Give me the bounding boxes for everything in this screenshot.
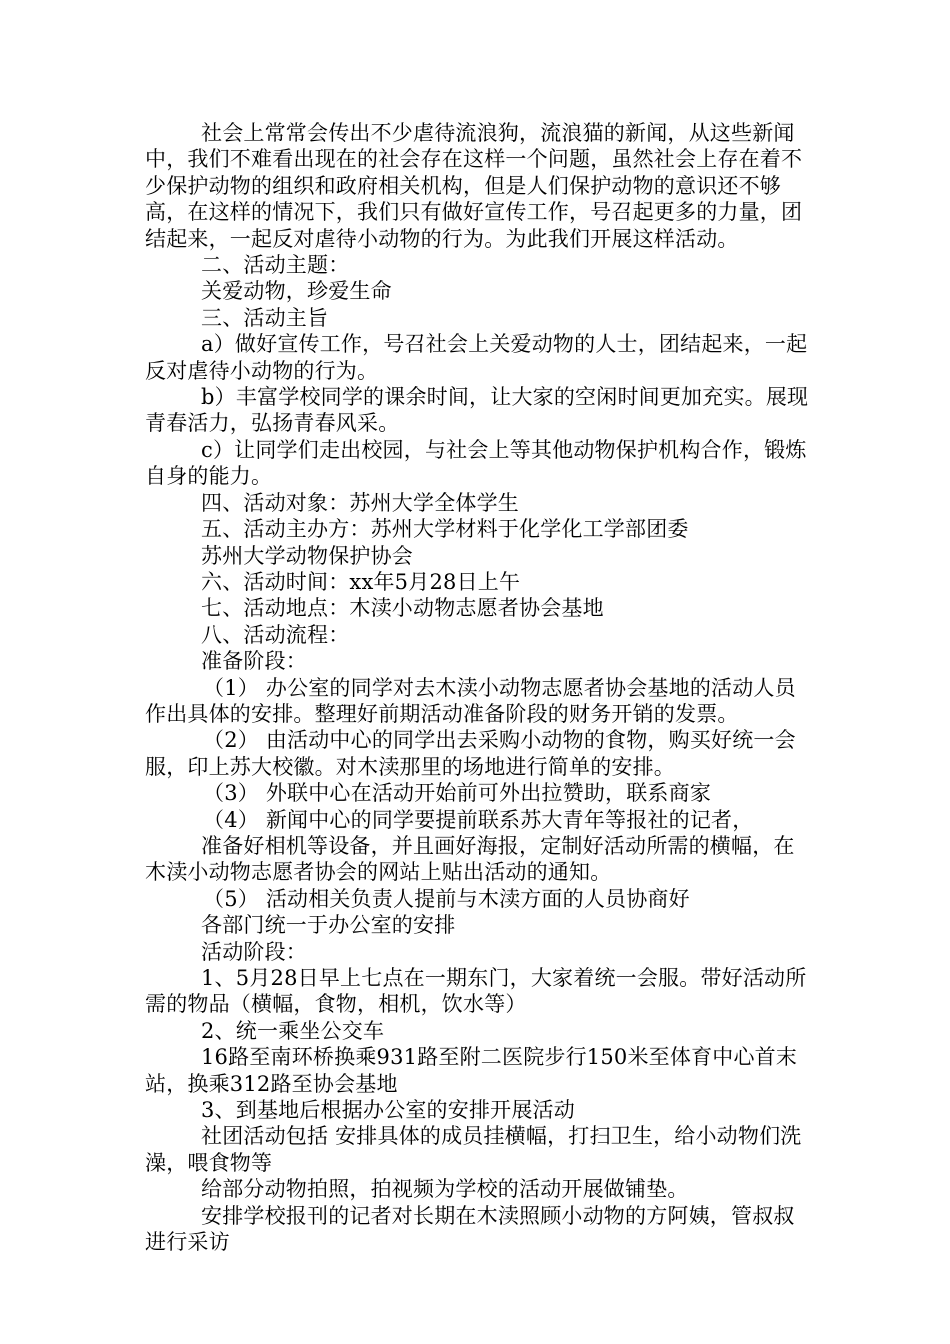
prep-item-2: （2） 由活动中心的同学出去采购小动物的食物，购买好统一会服，印上苏大校徽。对木渎那里的场地进行简单的安排。 (145, 728, 796, 779)
photo-video-note: 给部分动物拍照，拍视频为学校的活动开展做铺垫。 (201, 1177, 689, 1202)
section-heading-time: 六、活动时间：xx年5月28日上午 (201, 569, 521, 594)
bus-route: 16路至南环桥换乘931路至附二医院步行150米至体育中心首末站，换乘312路至协会基地 (145, 1045, 798, 1096)
prep-item-1: （1） 办公室的同学对去木渎小动物志愿者协会基地的活动人员作出具体的安排。整理好前期活动准备阶段的财务开销的发票。 (145, 675, 796, 726)
club-activities: 社团活动包括 安排具体的成员挂横幅，打扫卫生，给小动物们洗澡，喂食物等 (145, 1124, 802, 1175)
activity-stage-heading: 活动阶段： (201, 939, 307, 964)
purpose-item-c: c）让同学们走出校园，与社会上等其他动物保护机构合作，锻炼自身的能力。 (145, 437, 807, 489)
prep-stage-heading: 准备阶段： (201, 649, 307, 674)
section-heading-location: 七、活动地点：木渎小动物志愿者协会基地 (201, 596, 604, 621)
purpose-item-a: a）做好宣传工作，号召社会上关爱动物的人士，团结起来，一起反对虐待小动物的行为。 (145, 332, 808, 383)
prep-item-5: （5） 活动相关负责人提前与木渎方面的人员协商好 (203, 886, 690, 911)
activity-step-3: 3、到基地后根据办公室的安排开展活动 (201, 1098, 575, 1123)
prep-item-3: （3） 外联中心在活动开始前可外出拉赞助，联系商家 (203, 781, 712, 806)
interview-note: 安排学校报刊的记者对长期在木渎照顾小动物的方阿姨，管叔叔进行采访 (145, 1203, 795, 1255)
theme-text: 关爱动物，珍爱生命 (201, 279, 392, 304)
document-body (145, 120, 809, 1255)
prep-item-4-continued: 准备好相机等设备，并且画好海报，定制好活动所需的横幅，在木渎小动物志愿者协会的网站上贴出活动的通知。 (145, 833, 795, 885)
prep-item-5-continued: 各部门统一于办公室的安排 (201, 913, 456, 938)
section-heading-organizer: 五、活动主办方：苏州大学材料于化学化工学部团委 (201, 517, 689, 542)
section-heading-purpose: 三、活动主旨 (201, 305, 329, 330)
organizer-continued: 苏州大学动物保护协会 (201, 543, 413, 568)
section-heading-audience: 四、活动对象：苏州大学全体学生 (201, 490, 519, 515)
purpose-item-b: b）丰富学校同学的课余时间，让大家的空闲时间更加充实。展现青春活力，弘扬青春风采。 (145, 385, 809, 436)
section-heading-process: 八、活动流程： (201, 622, 350, 647)
activity-step-1: 1、5月28日早上七点在一期东门，大家着统一会服。带好活动所需的物品（横幅，食物，相机，饮水等） (145, 966, 807, 1017)
activity-step-2: 2、统一乘坐公交车 (201, 1018, 385, 1043)
intro-paragraph: 社会上常常会传出不少虐待流浪狗，流浪猫的新闻，从这些新闻中，我们不难看出现在的社会存在这样一个问题，虽然社会上存在着不少保护动物的组织和政府相关机构，但是人们保护动物的意识还不够高，在这样的情况下，我们只有做好宣传工作，号召起更多的力量，团结起来，一起反对虐待小动物的行为。为此我们开展这样活动。 (145, 121, 803, 251)
section-heading-theme: 二、活动主题： (201, 253, 350, 278)
prep-item-4: （4） 新闻中心的同学要提前联系苏大青年等报社的记者， (203, 807, 754, 832)
